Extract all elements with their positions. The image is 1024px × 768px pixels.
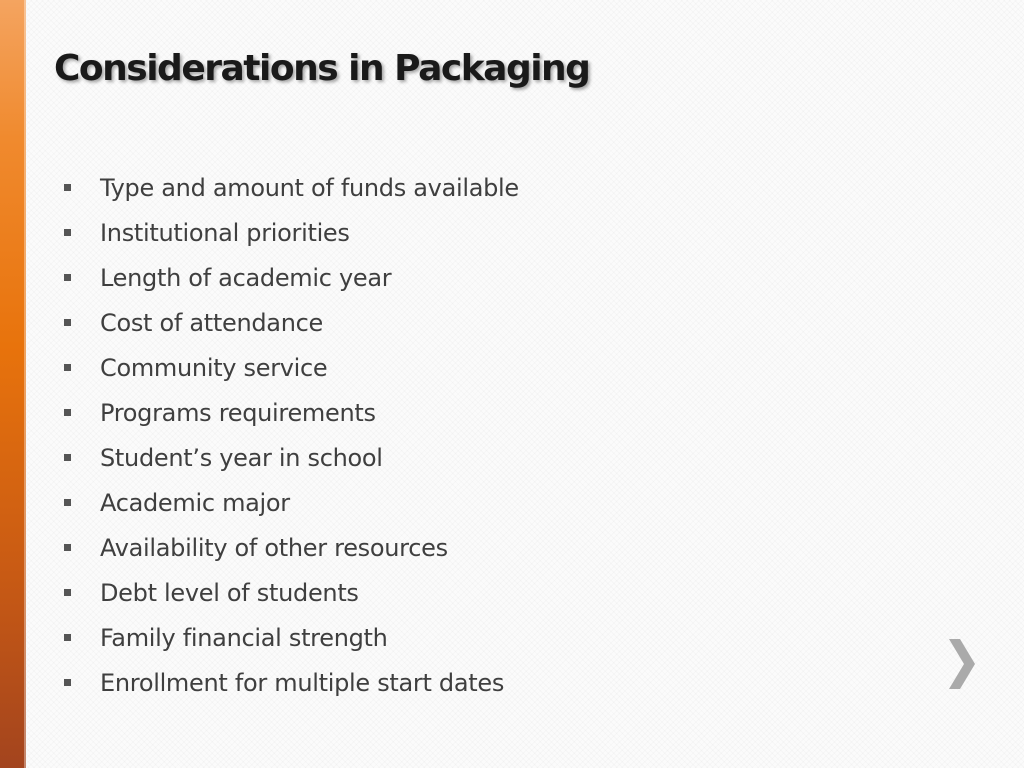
bullet-text: Enrollment for multiple start dates [100, 668, 505, 697]
chevron-right-icon [944, 637, 978, 691]
list-item [60, 480, 519, 525]
bullet-text: Debt level of students [100, 578, 359, 607]
bullet-text: Community service [100, 353, 328, 382]
square-bullet-icon [64, 409, 71, 416]
bullet-list [60, 165, 519, 705]
list-item [60, 300, 519, 345]
square-bullet-icon [64, 274, 71, 281]
bullet-text: Availability of other resources [100, 533, 448, 562]
square-bullet-icon [64, 589, 71, 596]
list-item [60, 345, 519, 390]
bullet-text: Type and amount of funds available [100, 173, 519, 202]
bullet-text: Length of academic year [100, 263, 392, 292]
square-bullet-icon [64, 544, 71, 551]
square-bullet-icon [64, 364, 71, 371]
bullet-text: Student’s year in school [100, 443, 383, 472]
list-item [60, 165, 519, 210]
square-bullet-icon [64, 454, 71, 461]
bullet-text: Family financial strength [100, 623, 388, 652]
bullet-text: Programs requirements [100, 398, 376, 427]
list-item [60, 435, 519, 480]
list-item [60, 615, 519, 660]
next-slide-button[interactable] [944, 637, 978, 691]
square-bullet-icon [64, 184, 71, 191]
bullet-text: Cost of attendance [100, 308, 323, 337]
square-bullet-icon [64, 679, 71, 686]
slide-title: Considerations in Packaging [54, 48, 590, 89]
square-bullet-icon [64, 229, 71, 236]
bullet-text: Institutional priorities [100, 218, 350, 247]
square-bullet-icon [64, 634, 71, 641]
list-item [60, 570, 519, 615]
square-bullet-icon [64, 499, 71, 506]
list-item [60, 525, 519, 570]
accent-side-bar [0, 0, 26, 768]
list-item [60, 390, 519, 435]
bullet-text: Academic major [100, 488, 290, 517]
list-item [60, 255, 519, 300]
list-item [60, 660, 519, 705]
square-bullet-icon [64, 319, 71, 326]
list-item [60, 210, 519, 255]
